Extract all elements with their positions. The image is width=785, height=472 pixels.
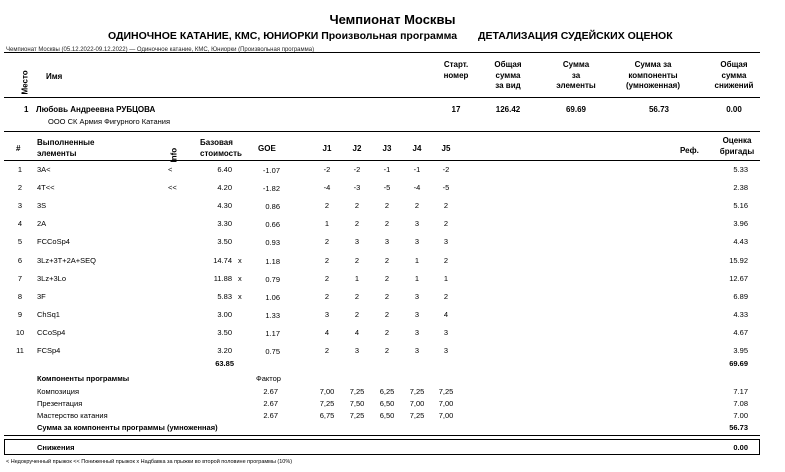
element-goe: 1.06 (265, 292, 280, 302)
element-num: 11 (16, 346, 24, 355)
judge-mark: 2 (354, 255, 360, 265)
judge-mark: 2 (354, 219, 360, 229)
component-judge-mark: 7,00 (409, 399, 425, 408)
element-code: 3F (37, 291, 46, 301)
judge-mark: 2 (384, 309, 390, 319)
component-judge-mark: 7,00 (319, 387, 335, 396)
component-score: 7.00 (733, 411, 748, 420)
component-name: Мастерство катания (37, 411, 108, 420)
element-base: 3.20 (217, 346, 232, 355)
event-meta: Чемпионат Москвы (05.12.2022-09.12.2022) — Одиночное катание, КМС, Юниорки (Произвольная программа) (6, 47, 315, 53)
judge-mark: 2 (443, 219, 449, 229)
element-score: 15.92 (729, 255, 748, 265)
component-judge-mark: 7,00 (438, 399, 454, 408)
judge-mark: 1 (324, 219, 330, 229)
judge-mark: 2 (414, 201, 420, 211)
judge-mark: 2 (384, 255, 390, 265)
start-no-header: Старт. номер (443, 60, 469, 80)
element-goe: 0.79 (265, 274, 280, 284)
judge-mark: 3 (414, 291, 420, 301)
elements-header-rule (4, 160, 760, 161)
component-judge-mark: 6,50 (379, 411, 395, 420)
judge-mark: 2 (324, 237, 330, 247)
element-num: 10 (15, 327, 25, 337)
element-num: 7 (17, 273, 23, 283)
element-base: 3.00 (217, 309, 232, 319)
judge-mark: 3 (443, 327, 449, 337)
judge-mark: 2 (384, 327, 390, 337)
judge-mark: 2 (384, 273, 390, 283)
judge-mark: -1 (383, 165, 391, 174)
components-bottom-rule (4, 435, 760, 436)
judge-header-3: J3 (382, 144, 392, 153)
deductions-value: 0.00 (733, 443, 748, 452)
element-code: 3Lz+3Lo (37, 273, 66, 283)
page-subtitle: ОДИНОЧНОЕ КАТАНИЕ, КМС, ЮНИОРКИ Произвольная программа (108, 30, 458, 42)
component-factor: 2.67 (263, 399, 278, 408)
element-header: Выполненные элементы (37, 138, 95, 158)
element-score: 6.89 (733, 291, 748, 301)
element-goe: -1.07 (262, 166, 280, 175)
component-judge-mark: 7,25 (349, 411, 365, 420)
element-score: 5.16 (733, 201, 748, 211)
element-base: 11.88 (213, 273, 232, 283)
judge-mark: 4 (354, 327, 360, 337)
total-header: Общая сумма за вид (494, 60, 522, 90)
judge-mark: -4 (413, 183, 421, 193)
element-goe: 0.86 (265, 202, 280, 212)
judge-mark: 2 (443, 291, 449, 301)
info-header: Info (169, 147, 179, 163)
element-num: 9 (17, 309, 23, 319)
skater-start-no: 17 (451, 105, 461, 114)
element-goe: 0.93 (265, 238, 280, 248)
summary-header-rule (4, 97, 760, 98)
component-score: 7.17 (733, 387, 748, 396)
element-num: 1 (17, 165, 23, 174)
judge-mark: 3 (414, 309, 420, 319)
page-title: Чемпионат Москвы (329, 12, 456, 27)
judge-mark: 2 (384, 219, 390, 229)
component-judge-mark: 7,50 (349, 399, 365, 408)
skater-club: ООО СК Армия Фигурного Катания (48, 117, 171, 126)
element-bonus: x (238, 291, 242, 301)
element-goe: 1.17 (265, 328, 280, 338)
name-header: Имя (46, 72, 63, 81)
base-header: Базовая стоимость (200, 138, 242, 158)
components-sum-header: Сумма за компоненты (умноженная) (626, 60, 680, 90)
judge-mark: -2 (323, 165, 331, 174)
element-base: 3.50 (217, 327, 232, 337)
skater-components-sum: 56.73 (648, 105, 670, 114)
judge-mark: 3 (354, 237, 360, 247)
component-judge-mark: 7,25 (438, 387, 454, 396)
judge-mark: 2 (354, 309, 360, 319)
judge-mark: -4 (323, 183, 331, 193)
element-score: 5.33 (733, 165, 748, 174)
footnote: < Недокрученный прыжок << Пониженный прыжок x Надбавка за прыжки во второй половине программы (10%) (6, 459, 293, 465)
component-factor: 2.67 (263, 411, 278, 420)
place-header: Место (20, 70, 30, 95)
judge-mark: -2 (442, 165, 450, 174)
factor-label: Фактор (256, 374, 281, 383)
element-code: FCCoSp4 (37, 237, 70, 247)
judge-mark: -3 (353, 183, 361, 193)
elements-top-rule (4, 131, 760, 132)
judge-header-5: J5 (441, 144, 451, 153)
element-code: 4T<< (37, 183, 55, 193)
element-base: 4.20 (217, 183, 232, 193)
judge-mark: 2 (384, 201, 390, 211)
judge-mark: 3 (414, 327, 420, 337)
component-judge-mark: 6,50 (379, 399, 395, 408)
judge-mark: 3 (443, 346, 449, 355)
judge-header-1: J1 (322, 144, 332, 153)
element-score: 4.43 (733, 237, 748, 247)
element-bonus: x (238, 273, 242, 283)
element-num: 2 (17, 183, 23, 193)
element-base: 3.50 (217, 237, 232, 247)
element-num: 8 (17, 291, 23, 301)
judge-mark: -5 (442, 183, 450, 193)
judge-mark: 2 (443, 255, 449, 265)
component-judge-mark: 6,75 (319, 411, 335, 420)
score-header: Оценка бригады (719, 136, 755, 156)
component-name: Композиция (37, 387, 80, 396)
judge-mark: 3 (354, 346, 360, 355)
element-score: 4.33 (733, 309, 748, 319)
judge-mark: 3 (414, 346, 420, 355)
element-base: 3.30 (217, 219, 232, 229)
component-judge-mark: 7,25 (409, 387, 425, 396)
judge-mark: 2 (324, 291, 330, 301)
element-score: 4.67 (733, 327, 748, 337)
element-code: ChSq1 (37, 309, 60, 319)
judge-mark: -5 (383, 183, 391, 193)
component-name: Презентация (37, 399, 83, 408)
ref-header: Реф. (680, 146, 699, 155)
judge-mark: 3 (324, 309, 330, 319)
judge-mark: 1 (443, 273, 449, 283)
judge-mark: 2 (324, 273, 330, 283)
element-code: 3S (37, 201, 47, 211)
element-base: 5.83 (217, 291, 232, 301)
judge-mark: -1 (413, 165, 421, 174)
element-num: 5 (17, 237, 23, 247)
element-goe: -1.82 (262, 184, 280, 194)
goe-header: GOE (258, 144, 276, 153)
components-sum-label: Сумма за компоненты программы (умноженная) (37, 423, 218, 432)
element-num: 4 (17, 219, 23, 229)
skater-total: 126.42 (495, 105, 521, 114)
element-base: 4.30 (217, 201, 232, 211)
component-judge-mark: 7,25 (349, 387, 365, 396)
element-score: 12.67 (729, 273, 748, 283)
deductions-box (4, 439, 760, 455)
judge-mark: 2 (384, 346, 390, 355)
judge-mark: 2 (324, 255, 330, 265)
judge-mark: 3 (443, 237, 449, 247)
judge-mark: 4 (443, 309, 449, 319)
base-total: 63.85 (215, 359, 234, 368)
components-sum-value: 56.73 (729, 423, 748, 432)
deductions-sum-header: Общая сумма снижений (714, 60, 754, 90)
elements-total: 69.69 (729, 359, 748, 368)
component-judge-mark: 7,25 (319, 399, 335, 408)
element-goe: 1.18 (265, 256, 280, 266)
element-base: 6.40 (217, 165, 232, 174)
element-info: < (168, 165, 173, 174)
element-code: CCoSp4 (37, 327, 66, 337)
elements-sum-header: Сумма за элементы (556, 60, 596, 90)
judge-mark: 1 (354, 273, 360, 283)
judge-mark: 2 (354, 201, 360, 211)
element-goe: 1.33 (265, 310, 280, 320)
skater-name: Любовь Андреевна РУБЦОВА (36, 105, 156, 114)
judge-mark: 3 (414, 237, 420, 247)
judge-mark: -2 (353, 165, 361, 174)
judge-header-4: J4 (412, 144, 422, 153)
summary-top-rule (4, 52, 760, 53)
deductions-label: Снижения (37, 443, 75, 452)
judge-mark: 2 (354, 291, 360, 301)
judge-mark: 2 (324, 346, 330, 355)
component-judge-mark: 7,00 (438, 411, 454, 420)
judge-header-2: J2 (352, 144, 362, 153)
component-score: 7.08 (733, 399, 748, 408)
page-subtitle-right: ДЕТАЛИЗАЦИЯ СУДЕЙСКИХ ОЦЕНОК (478, 30, 673, 42)
element-goe: 0.75 (265, 347, 280, 356)
skater-place: 1 (24, 105, 29, 114)
element-base: 14.74 (213, 255, 232, 265)
judge-mark: 3 (384, 237, 390, 247)
judge-mark: 2 (324, 201, 330, 211)
element-code: 3A< (37, 165, 51, 174)
element-score: 3.96 (733, 219, 748, 229)
element-bonus: x (238, 255, 242, 265)
judge-mark: 1 (414, 255, 420, 265)
element-score: 2.38 (733, 183, 748, 193)
judge-mark: 1 (414, 273, 420, 283)
judge-mark: 4 (324, 327, 330, 337)
element-num: 3 (17, 201, 23, 211)
element-info: << (168, 183, 177, 193)
component-factor: 2.67 (263, 387, 278, 396)
component-judge-mark: 6,25 (379, 387, 395, 396)
skater-elements-sum: 69.69 (565, 105, 587, 114)
judge-mark: 3 (414, 219, 420, 229)
component-judge-mark: 7,25 (409, 411, 425, 420)
element-num: 6 (17, 255, 23, 265)
num-header: # (16, 144, 21, 153)
element-code: 2A (37, 219, 47, 229)
element-code: FCSp4 (37, 346, 61, 355)
components-heading: Компоненты программы (37, 374, 130, 383)
element-goe: 0.66 (265, 220, 280, 230)
skater-deductions: 0.00 (726, 105, 742, 114)
judge-mark: 2 (443, 201, 449, 211)
judge-mark: 2 (384, 291, 390, 301)
element-code: 3Lz+3T+2A+SEQ (37, 255, 96, 265)
element-score: 3.95 (733, 346, 748, 355)
